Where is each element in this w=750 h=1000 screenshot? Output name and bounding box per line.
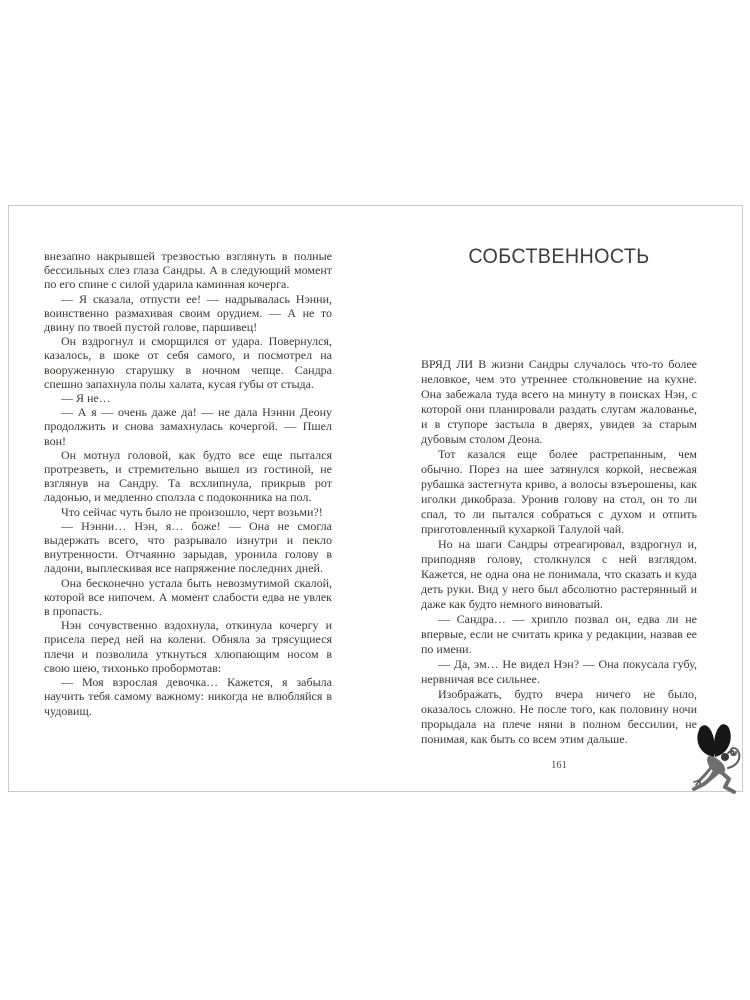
paragraph: — Сандра… — хрипло позвал он, едва ли не впервые, если не считать крика у редакции, назвав ее по имени.: [421, 612, 697, 656]
paragraph: Он мотнул головой, как будто все еще пытался протрезветь, и стремительно вышел из гостиной, не взглянув на Сандру. Та всхлипнула, прикрыв рот ладонью, и медленно сползла с подоконника на пол.: [44, 447, 332, 505]
right-page-text: [421, 357, 697, 747]
paragraph: — Я не…: [61, 391, 111, 406]
paragraph: Тот казался еще более растрепанным, чем обычно. Порез на шее затянулся коркой, несвежая рубашка застегнута криво, а волосы взъерошены, как иголки дикобраза. Уронив голову на стол, он то ли спал, то ли пытался собраться с духом и отпить приготовленный кухаркой Талулой чай.: [421, 447, 697, 536]
paragraph: — А я — очень даже да! — не дала Нэнни Деону продолжить и снова замахнулась кочергой. — Пшел вон!: [44, 405, 332, 448]
paragraph: — Да, эм… Не видел Нэн? — Она покусала губу, нервничая все сильнее.: [421, 657, 697, 686]
imp-wing-left-icon: [697, 725, 714, 757]
paragraph: — Я сказала, отпусти ее! — надрывалась Нэнни, воинственно размахивая своим орудием. — А не то двину по твоей пустой голове, паршивец!: [44, 291, 332, 335]
paragraph: Она бесконечно устала быть невозмутимой скалой, которой все нипочем. А момент слабости едва не увлек в пропасть.: [44, 575, 332, 619]
right-page: [421, 246, 697, 747]
left-page-text: [44, 249, 332, 718]
chapter-title: СОБСТВЕННОСТЬ: [468, 245, 650, 268]
paragraph: — Моя взрослая девочка… Кажется, я забыла научить тебя самому важному: никогда не влюбляйся в чудовищ.: [44, 675, 332, 718]
imp-front-leg-icon: [721, 772, 734, 792]
paragraph: ВРЯД ЛИ В жизни Сандры случалось что-то более неловкое, чем это утреннее столкновение на кухне. Она забежала туда всего на минуту в поисках Нэн, с которой они планировали раздать слугам жалованье, и в ступоре застыла в дверях, увидев за старым дубовым столом Деона.: [421, 357, 697, 446]
paragraph: Изображать, будто вчера ничего не было, оказалось сложно. Не после того, как половину ночи прорыдала на плече няни в полном бессилии, не понимая, как быть со всем этим дальше.: [421, 687, 697, 746]
paragraph: Он вздрогнул и сморщился от удара. Повернулся, казалось, в шоке от себя самого, и посмотрел на вооруженную старушку в ночном чепце. Сандра спешно запахнула полы халата, кусая губы от стыда.: [44, 334, 332, 391]
paragraph: Но на шаги Сандры отреагировал, вздрогнул и, приподняв голову, столкнулся с ней взглядом. Кажется, не одна она не понимала, что сказать и куда деть руки. Вид у него был абсолютно растерянный и даже как будто немного виноватый.: [421, 537, 697, 611]
imp-illustration: [688, 722, 748, 794]
imp-head-icon: [721, 753, 729, 761]
paragraph: внезапно накрывшей трезвостью взглянуть в полные бессильных слез глаза Сандры. А в следующий момент по его спине с силой ударила каминная кочерга.: [44, 249, 332, 292]
paragraph: — Нэнни… Нэн, я… боже! — Она не смогла выдержать всего, что разрывало изнутри и пекло внутренности. Отчаянно зарыдав, уронила голову в ладони, выплескивая все напряжение последних дней.: [44, 518, 332, 576]
page-number: 161: [551, 760, 567, 771]
paragraph: Нэн сочувственно вздохнула, откинула кочергу и присела перед ней на колени. Обняла за трясущиеся плечи и позволила уткнуться хлюпающим носом в свою шею, тихонько пробормотав:: [44, 618, 332, 675]
paragraph: Что сейчас чуть было не произошло, черт возьми?!: [61, 504, 323, 519]
